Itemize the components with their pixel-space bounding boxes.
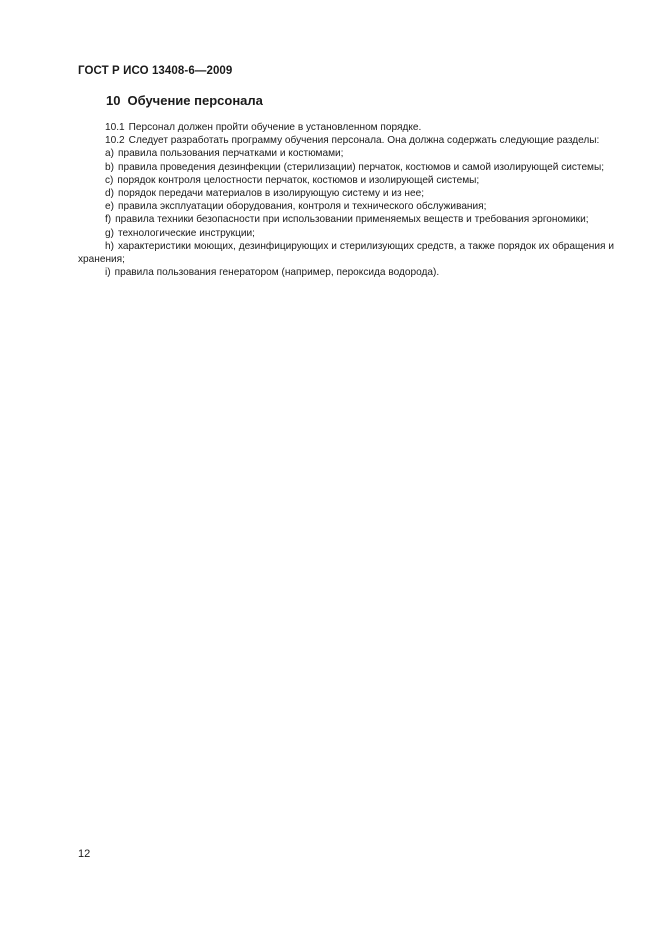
list-item-b: b) правила проведения дезинфекции (стерилизации) перчаток, костюмов и самой изолирующей системы; xyxy=(105,161,605,173)
section-title-text: Обучение персонала xyxy=(127,93,263,108)
list-item-a: a) правила пользования перчатками и костюмами; xyxy=(105,148,344,160)
list-item-e: e) правила эксплуатации оборудования, контроля и технического обслуживания; xyxy=(105,201,487,213)
list-item-g: g) технологические инструкции; xyxy=(105,227,255,239)
page-number: 12 xyxy=(78,848,91,860)
list-item-d: d) порядок передачи материалов в изолирующую систему и из нее; xyxy=(105,188,424,200)
paragraph-10-2: 10.2 Следует разработать программу обучения персонала. Она должна содержать следующие разделы: xyxy=(105,135,600,147)
list-item-h: h) характеристики моющих, дезинфицирующих и стерилизующих средств, а также порядок их обращения и хранения; xyxy=(78,240,614,266)
paragraph-10-1: 10.1 Персонал должен пройти обучение в установленном порядке. xyxy=(105,122,422,133)
list-item-f: f) правила техники безопасности при использовании применяемых веществ и требования эргономики; xyxy=(105,214,589,226)
document-header: ГОСТ Р ИСО 13408-6—2009 xyxy=(78,65,233,77)
section-number: 10 xyxy=(106,93,121,108)
section-heading xyxy=(106,93,263,108)
list-item-i: i) правила пользования генератором (например, пероксида водорода). xyxy=(105,267,440,279)
section-body xyxy=(78,121,614,279)
list-item-c: c) порядок контроля целостности перчаток, костюмов и изолирующей системы; xyxy=(105,174,480,186)
